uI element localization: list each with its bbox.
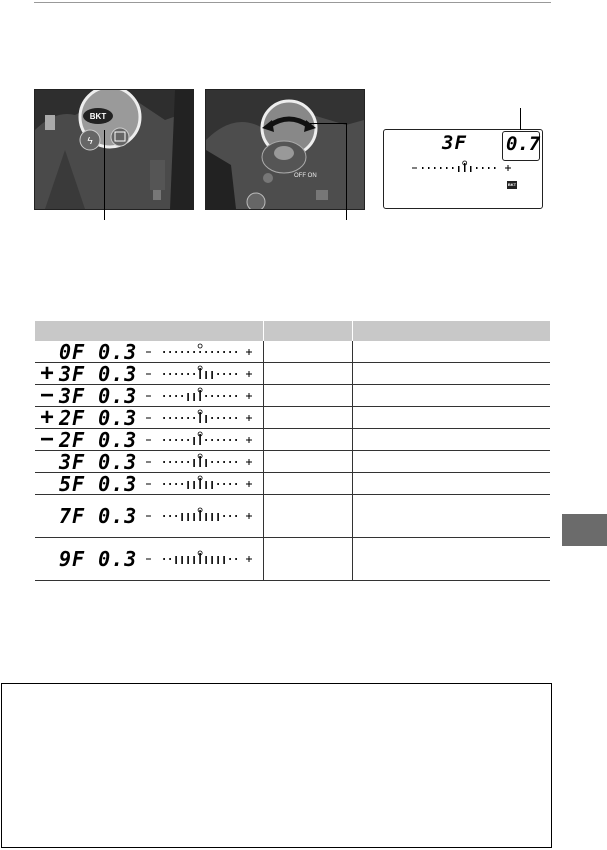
scale-dot [211, 461, 213, 463]
scale-dot [175, 373, 177, 375]
photo-command-dial [205, 89, 365, 210]
scale-dot [229, 417, 231, 419]
scale-dot [175, 483, 177, 485]
increment-value: 0.3 [98, 383, 138, 408]
exposure-indicator-scale [145, 550, 257, 568]
scale-dot [169, 515, 171, 517]
exposure-indicator-scale [145, 365, 257, 383]
scale-dot [223, 351, 225, 353]
bracket-shot-mark [175, 556, 177, 564]
scale-dot [199, 351, 201, 353]
scale-dot [223, 461, 225, 463]
frames-cell [264, 385, 353, 407]
bracket-shot-mark [187, 393, 189, 401]
scale-dot [163, 515, 165, 517]
bracket-shot-mark [217, 556, 219, 564]
frame-increment-readout [59, 549, 137, 569]
scale-dot [211, 439, 213, 441]
frame-count: 5F [59, 471, 86, 496]
frame-count: 9F [59, 547, 86, 571]
order-cell [353, 495, 551, 538]
photo-bkt-button [34, 89, 194, 210]
scale-dot [169, 351, 171, 353]
bracket-shot-mark [205, 513, 207, 521]
scale-dot [211, 417, 213, 419]
frame-count: 2F [59, 427, 86, 452]
exposure-indicator-scale [145, 431, 257, 449]
order-cell [353, 473, 551, 495]
display-cell [35, 473, 264, 495]
bracket-shot-mark [205, 459, 207, 467]
display-cell [35, 495, 264, 538]
scale-dot [175, 395, 177, 397]
increment-value: 0.3 [98, 547, 138, 571]
scale-dot [223, 373, 225, 375]
scale-dot [169, 558, 171, 560]
frame-count: 3F [59, 449, 86, 474]
increment-value: 0.3 [98, 504, 138, 528]
exposure-indicator-scale [145, 343, 257, 361]
svg-text:OFF ON: OFF ON [294, 173, 317, 179]
frame-count: 7F [59, 504, 86, 528]
frames-cell [264, 429, 353, 451]
bracket-shot-mark [193, 513, 195, 521]
order-cell [353, 385, 551, 407]
bracketing-table [35, 321, 550, 581]
bracket-shot-mark [223, 556, 225, 564]
scale-dot [181, 395, 183, 397]
frame-increment-readout [59, 383, 138, 408]
scale-dot [175, 439, 177, 441]
increment-value: 0.3 [98, 405, 138, 430]
exposure-indicator-scale [145, 409, 257, 427]
scale-dot [163, 395, 165, 397]
scale-dot [229, 351, 231, 353]
scale-dot [229, 515, 231, 517]
bracket-shot-mark [187, 556, 189, 564]
scale-dot [223, 515, 225, 517]
scale-dot [235, 515, 237, 517]
bracket-shot-mark [193, 481, 195, 489]
scale-dot [217, 395, 219, 397]
scale-dot [181, 483, 183, 485]
increment-value: 0.3 [98, 361, 138, 386]
exposure-indicator-scale [145, 507, 257, 525]
scale-dot [229, 373, 231, 375]
bkt-button-label: BKT [89, 112, 107, 121]
table-row [35, 538, 550, 581]
scale-dot [235, 395, 237, 397]
bracket-direction-sign: − [39, 425, 54, 453]
scale-dot [217, 483, 219, 485]
table-header-display [35, 321, 264, 341]
frame-count: 3F [59, 383, 86, 408]
order-cell [353, 363, 551, 385]
display-cell [35, 341, 264, 363]
scale-dot [217, 351, 219, 353]
bracket-shot-mark [211, 556, 213, 564]
order-cell [353, 538, 551, 581]
scale-dot [235, 483, 237, 485]
lcd-increment: 0.7 [506, 133, 541, 155]
scale-dot [187, 373, 189, 375]
table-header-row [35, 321, 550, 341]
exposure-indicator-scale [145, 453, 257, 471]
increment-value: 0.3 [98, 471, 138, 496]
scale-dot [229, 461, 231, 463]
scale-dot [217, 461, 219, 463]
table-row [35, 385, 550, 407]
scale-dot [169, 417, 171, 419]
bracket-shot-mark [187, 481, 189, 489]
bracket-shot-mark [205, 371, 207, 379]
scale-dot [235, 417, 237, 419]
scale-dot [163, 417, 165, 419]
bracket-shot-mark [217, 513, 219, 521]
frame-increment-readout [59, 471, 138, 496]
scale-dot [205, 351, 207, 353]
bracket-shot-mark [193, 393, 195, 401]
scale-dot [181, 461, 183, 463]
scale-dot [175, 417, 177, 419]
scale-dot [169, 439, 171, 441]
scale-dot [175, 351, 177, 353]
section-tab-marker [562, 514, 607, 546]
scale-dot [229, 439, 231, 441]
display-cell [35, 403, 264, 431]
scale-dot [175, 515, 177, 517]
bracket-shot-mark [193, 459, 195, 467]
scale-dot [163, 483, 165, 485]
bracket-shot-mark [211, 481, 213, 489]
frame-increment-readout [59, 506, 137, 526]
scale-dot [217, 439, 219, 441]
frames-cell [264, 363, 353, 385]
bracket-shot-mark [211, 371, 213, 379]
scale-dot [193, 417, 195, 419]
display-cell [35, 359, 264, 387]
callout-line-dial [346, 123, 347, 220]
exposure-indicator-scale [145, 387, 257, 405]
scale-dot [229, 558, 231, 560]
bracket-shot-mark [205, 415, 207, 423]
scale-dot [163, 439, 165, 441]
scale-dot [229, 395, 231, 397]
scale-center-marker [198, 344, 202, 348]
frames-cell [264, 473, 353, 495]
table-row [35, 407, 550, 429]
display-cell [35, 451, 264, 473]
scale-dot [193, 373, 195, 375]
callout-line-dial-h [310, 123, 346, 124]
frame-increment-readout [59, 427, 138, 452]
control-panel-display [383, 129, 543, 209]
table-header-order [353, 321, 551, 341]
frame-increment-readout [59, 405, 138, 430]
lcd-exposure-scale [412, 160, 516, 176]
scale-dot [163, 351, 165, 353]
bracket-shot-mark [205, 556, 207, 564]
scale-dot [181, 417, 183, 419]
order-cell [353, 407, 551, 429]
scale-dot [235, 351, 237, 353]
scale-dot [235, 373, 237, 375]
callout-line-lcd [520, 108, 521, 130]
table-row [35, 451, 550, 473]
scale-dot [181, 439, 183, 441]
bracket-shot-mark [205, 481, 207, 489]
scale-dot [193, 351, 195, 353]
increment-value: 0.3 [98, 339, 138, 364]
frames-cell [264, 341, 353, 363]
bracket-shot-mark [193, 556, 195, 564]
table-row [35, 341, 550, 363]
table-row [35, 495, 550, 538]
bracket-shot-mark [211, 513, 213, 521]
lcd-frame-count: 3F [442, 132, 467, 154]
exposure-indicator-scale [145, 475, 257, 493]
bracket-direction-sign: + [39, 403, 54, 431]
scale-dot [235, 558, 237, 560]
frames-cell [264, 451, 353, 473]
scale-dot [217, 417, 219, 419]
scale-dot [187, 461, 189, 463]
scale-dot [181, 373, 183, 375]
display-cell [35, 538, 264, 581]
frames-cell [264, 407, 353, 429]
callout-line-bkt [104, 130, 105, 220]
table-row [35, 429, 550, 451]
bracket-shot-mark [193, 437, 195, 445]
table-row [35, 473, 550, 495]
bracket-shot-mark [181, 513, 183, 521]
scale-dot [169, 483, 171, 485]
svg-text:ϟ: ϟ [87, 136, 93, 147]
note-box [1, 683, 552, 848]
scale-dot [187, 417, 189, 419]
top-rule [34, 2, 551, 3]
frame-increment-readout [59, 449, 138, 474]
bracket-shot-mark [187, 513, 189, 521]
scale-dot [229, 483, 231, 485]
order-cell [353, 451, 551, 473]
scale-dot [223, 395, 225, 397]
scale-dot [205, 439, 207, 441]
scale-dot [235, 461, 237, 463]
scale-dot [169, 373, 171, 375]
bracket-shot-mark [181, 556, 183, 564]
order-cell [353, 341, 551, 363]
frames-cell [264, 538, 353, 581]
display-cell [35, 425, 264, 453]
increment-value: 0.3 [98, 427, 138, 452]
scale-dot [163, 373, 165, 375]
frame-increment-readout [59, 361, 138, 386]
scale-dot [187, 351, 189, 353]
scale-dot [163, 558, 165, 560]
scale-dot [235, 439, 237, 441]
bkt-icon: BKT [507, 182, 517, 187]
frames-cell [264, 495, 353, 538]
table-row [35, 363, 550, 385]
increment-value: 0.3 [98, 449, 138, 474]
frame-count: 0F [59, 339, 86, 364]
frame-count: 3F [59, 361, 86, 386]
scale-dot [223, 417, 225, 419]
table-header-frames [264, 321, 353, 341]
scale-dot [163, 461, 165, 463]
display-cell [35, 381, 264, 409]
scale-dot [217, 373, 219, 375]
scale-dot [187, 439, 189, 441]
scale-dot [211, 395, 213, 397]
scale-dot [205, 395, 207, 397]
frame-count: 2F [59, 405, 86, 430]
scale-dot [223, 483, 225, 485]
order-cell [353, 429, 551, 451]
bracket-direction-sign: − [39, 381, 54, 409]
scale-dot [223, 439, 225, 441]
scale-dot [211, 351, 213, 353]
frame-increment-readout [59, 339, 138, 364]
scale-dot [181, 351, 183, 353]
scale-dot [169, 395, 171, 397]
scale-dot [175, 461, 177, 463]
bracket-direction-sign: + [39, 359, 54, 387]
scale-dot [169, 461, 171, 463]
